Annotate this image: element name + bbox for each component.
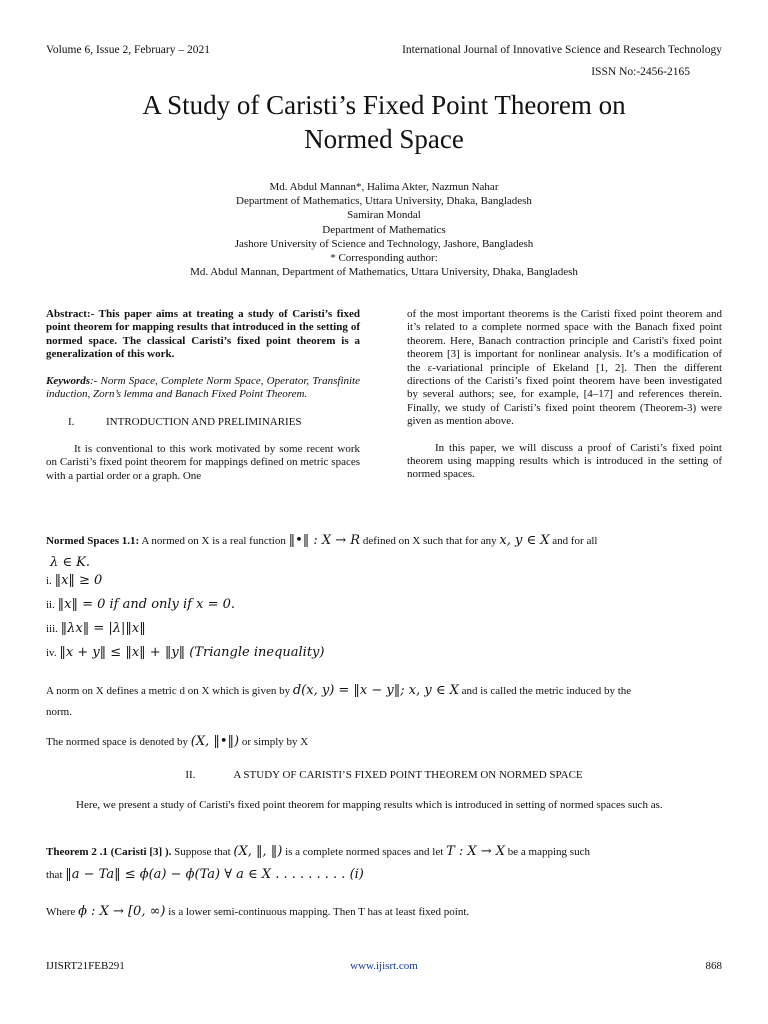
theorem-that: that [46, 869, 66, 881]
author-name-2: Samiran Mondal [347, 209, 421, 222]
left-column [46, 308, 360, 483]
abstract-label: Abstract:- [46, 308, 95, 320]
page-title [0, 88, 768, 156]
axiom-3 [46, 622, 646, 646]
normed-text-a: A normed on X is a real function [139, 535, 289, 547]
axiom-2-num: ii. [46, 599, 55, 611]
normed-text-c: and for all [549, 535, 598, 547]
header-journal: International Journal of Innovative Science and Research Technology [402, 44, 722, 56]
axiom-2-expr: ‖x‖ = 0 if and only if x = 0. [57, 597, 236, 612]
keywords-label: Keywords [46, 374, 90, 387]
intro-paragraph: It is conventional to this work motivated by some recent work on Caristi’s fixed point theorem for mappings defined on metric spaces with a partial order or a graph. One [46, 442, 360, 482]
right-column [407, 308, 722, 482]
denoted-text-b: or simply by X [239, 736, 309, 748]
abstract-text: This paper aims at treating a study of Caristi’s fixed point theorem for mapping results that introduced in the setting of normed space. The classical Caristi’s fixed point theorem is a generalization of this work. [46, 308, 360, 361]
authors-names: Md. Abdul Mannan*, Halima Akter, Nazmun Nahar [269, 181, 499, 193]
section-1-title: INTRODUCTION AND PRELIMINARIES [106, 416, 302, 429]
header-volume: Volume 6, Issue 2, February – 2021 [46, 44, 210, 56]
axiom-4-num: iv. [46, 647, 57, 659]
metric-equation: d(x, y) = ‖x − y‖; x, y ∈ X [292, 683, 459, 698]
axiom-4-expr: ‖x + y‖ ≤ ‖x‖ + ‖y‖ (Triangle inequality) [59, 645, 325, 660]
axiom-2 [46, 598, 646, 622]
metric-definition [46, 684, 726, 698]
corresponding-label: * Corresponding author: [330, 252, 438, 265]
theorem-statement [46, 845, 726, 859]
metric-text-a: A norm on X defines a metric d on X which is given by [46, 685, 293, 697]
title-line-1: A Study of Caristi’s Fixed Point Theorem on [142, 90, 626, 120]
normed-text-b: defined on X such that for any [360, 535, 500, 547]
theorem-where [46, 905, 726, 919]
section-1-heading [46, 416, 360, 429]
axiom-1 [46, 574, 646, 598]
normed-space-notation [46, 735, 726, 749]
intro-paragraph-2: In this paper, we will discuss a proof of Caristi’s fixed point theorem using mapping results which is introduced in the setting of normed spaces. [407, 441, 722, 481]
theorem-text-b: is a complete normed spaces and let [282, 846, 447, 858]
theorem-map: T : X → X [446, 844, 506, 859]
where-text-a: Where [46, 906, 79, 918]
abstract [46, 308, 360, 362]
title-line-2: Normed Space [304, 124, 464, 154]
denoted-equation: (X, ‖•‖) [190, 734, 240, 749]
for-any-expr: x, y ∈ X [499, 533, 550, 548]
footer-id: IJISRT21FEB291 [46, 960, 125, 972]
author-block [0, 180, 768, 279]
metric-text-b: and is called the metric induced by the [458, 685, 632, 697]
theorem-label: Theorem 2 .1 (Caristi [3] ). [46, 846, 172, 858]
section-2-title: A STUDY OF CARISTI’S FIXED POINT THEOREM ON NORMED SPACE [233, 769, 583, 781]
footer-page-number: 868 [705, 960, 722, 972]
norm-function: ‖•‖ : X → R [288, 533, 361, 548]
corresponding-author: Md. Abdul Mannan, Department of Mathematics, Uttara University, Dhaka, Bangladesh [190, 266, 578, 279]
axiom-1-num: i. [46, 575, 52, 587]
author-affiliation-2: Jashore University of Science and Technology, Jashore, Bangladesh [234, 237, 534, 250]
metric-text-c: norm. [46, 706, 72, 718]
where-text-b: is a lower semi-continuous mapping. Then T has at least fixed point. [165, 906, 470, 918]
theorem-text-a: Suppose that [171, 846, 234, 858]
theorem-text-c: be a mapping such [505, 846, 590, 858]
denoted-text-a: The normed space is denoted by [46, 736, 191, 748]
axiom-3-expr: ‖λx‖ = |λ|‖x‖ [60, 621, 146, 636]
keywords [46, 375, 360, 402]
keywords-text: :- Norm Space, Complete Norm Space, Operator, Transfinite induction, Zorn’s lemma and Banach Fixed Point Theorem. [46, 374, 360, 401]
axiom-1-expr: ‖x‖ ≥ 0 [54, 573, 103, 588]
intro-paragraph-continued: of the most important theorems is the Caristi fixed point theorem and it’s related to a complete normed space with the Banach fixed point theorem. Here, Banach contraction principle and Caristi's fixed point theorem [3] is important for nonlinear analysis. It’s a modification of the ε-variational principle of Ekeland [1, 2]. Then the different directions of the Caristi’s fixed point theorem have been investigated by several authors; see, for example, [4–17] and references therein. Finally, we study of Caristi’s fixed point theorem (Theorem-3) were given as mention above. [407, 308, 722, 428]
theorem-space: (X, ‖, ‖) [233, 844, 283, 859]
footer-url-link[interactable]: www.ijisrt.com [350, 960, 418, 972]
theorem-inequality: ‖a − Ta‖ ≤ ϕ(a) − ϕ(Ta) ∀ a ∈ X . . . . . . . . . (i) [65, 867, 364, 882]
axiom-3-num: iii. [46, 623, 58, 635]
normed-spaces-definition [46, 534, 726, 548]
section-2-number: II. [185, 769, 196, 781]
where-equation: ϕ : X → [0, ∞) [78, 904, 166, 919]
norm-axioms [46, 574, 646, 670]
section-1-number: I. [68, 416, 75, 429]
section-2-heading [0, 769, 768, 781]
lambda-expr: λ ∈ K. [50, 555, 90, 570]
theorem-condition [46, 868, 726, 882]
normed-label: Normed Spaces 1.1: [46, 535, 140, 547]
section-2-paragraph: Here, we present a study of Caristi's fixed point theorem for mapping results which is introduced in setting of normed spaces such as. [76, 799, 663, 811]
axiom-4 [46, 646, 646, 670]
header-issn: ISSN No:-2456-2165 [591, 66, 690, 78]
author-department-2: Department of Mathematics [322, 223, 446, 236]
author-affiliation-1: Department of Mathematics, Uttara University, Dhaka, Bangladesh [236, 195, 532, 208]
